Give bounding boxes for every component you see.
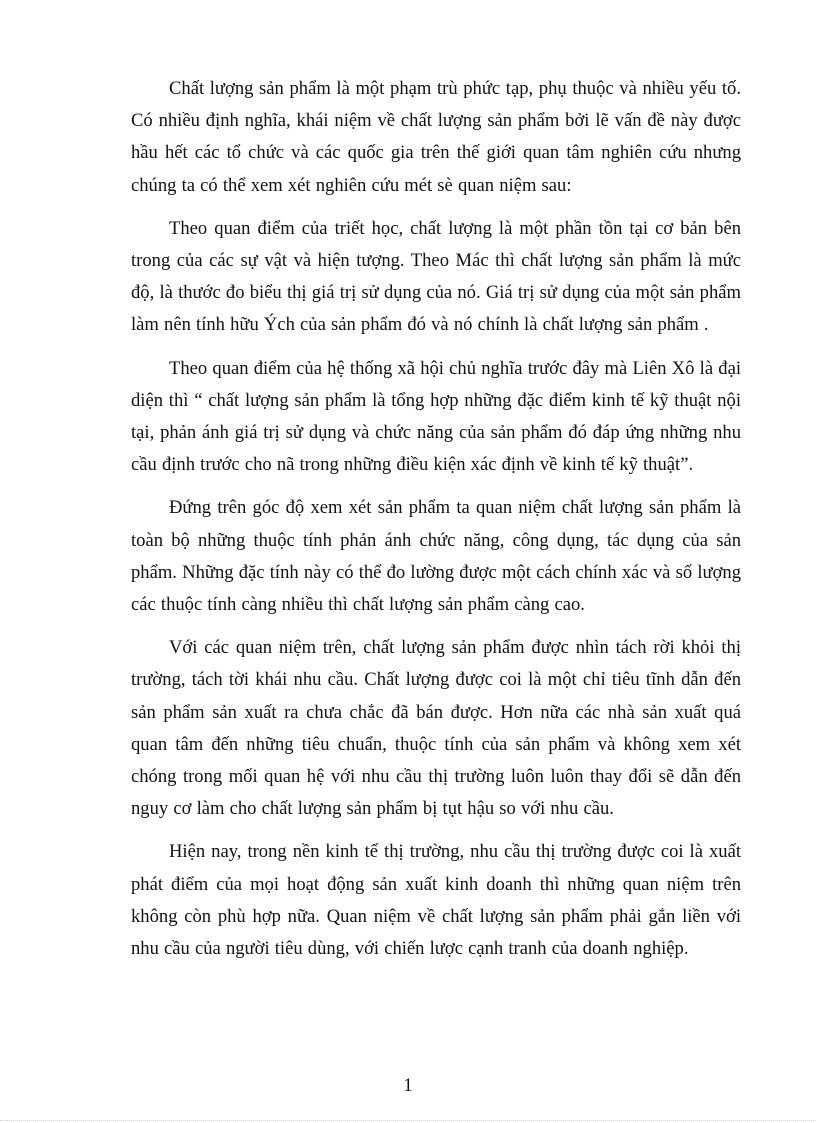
- paragraph-2: Theo quan điểm của triết học, chất lượng là một phần tồn tại cơ bản bên trong của các sự vật và hiện tượng. Theo Mác thì chất lượng sản phẩm là mức độ, là thước đo biểu thị giá trị sử dụng của nó. Giá trị sử dụng của một sản phẩm làm nên tính hữu Ých của sản phẩm đó và nó chính là chất lượng sản phẩm .: [131, 217, 741, 336]
- document-body: [131, 73, 741, 976]
- paragraph-3: Theo quan điểm của hệ thống xã hội chủ nghĩa trước đây mà Liên Xô là đại diện thì “ chất lượng sản phẩm là tổng hợp những đặc điểm kinh tế kỹ thuật nội tại, phản ánh giá trị sử dụng và chức năng của sản phẩm đó đáp ứng những nhu cầu định trước cho nã trong những điều kiện xác định về kinh tế kỹ thuật”.: [131, 357, 741, 476]
- paragraph-1: Chất lượng sản phẩm là một phạm trù phức tạp, phụ thuộc và nhiều yếu tố. Có nhiều định nghĩa, khái niệm về chất lượng sản phẩm bởi lẽ vấn đề này được hầu hết các tổ chức và các quốc gia trên thế giới quan tâm nghiên cứu nhưng chúng ta có thể xem xét nghiên cứu mét sè quan niệm sau:: [131, 78, 741, 196]
- page-number: 1: [403, 1075, 413, 1096]
- paragraph-6: Hiện nay, trong nền kinh tế thị trường, nhu cầu thị trường được coi là xuất phát điểm của mọi hoạt động sản xuất kinh doanh thì những quan niệm trên không còn phù hợp nữa. Quan niệm về chất lượng sản phẩm phải gắn liền với nhu cầu của người tiêu dùng, với chiến lược cạnh tranh của doanh nghiệp.: [131, 841, 741, 960]
- paragraph-4: Đứng trên góc độ xem xét sản phẩm ta quan niệm chất lượng sản phẩm là toàn bộ những thuộc tính phản ánh chức năng, công dụng, tác dụng của sản phẩm. Những đặc tính này có thể đo lường được một cách chính xác và số lượng các thuộc tính càng nhiều thì chất lượng sản phẩm càng cao.: [131, 497, 741, 616]
- footer-divider: [0, 1120, 816, 1121]
- paragraph-5: Với các quan niệm trên, chất lượng sản phẩm được nhìn tách rời khỏi thị trường, tách tời khái nhu cầu. Chất lượng được coi là một chỉ tiêu tĩnh dẫn đến sản phẩm sản xuất ra chưa chắc đã bán được. Hơn nữa các nhà sản xuất quá quan tâm đến những tiêu chuẩn, thuộc tính của sản phẩm và không xem xét chóng trong mối quan hệ với nhu cầu thị trường luôn luôn thay đổi sẽ dẫn đến nguy cơ làm cho chất lượng sản phẩm bị tụt hậu so với nhu cầu.: [131, 637, 741, 820]
